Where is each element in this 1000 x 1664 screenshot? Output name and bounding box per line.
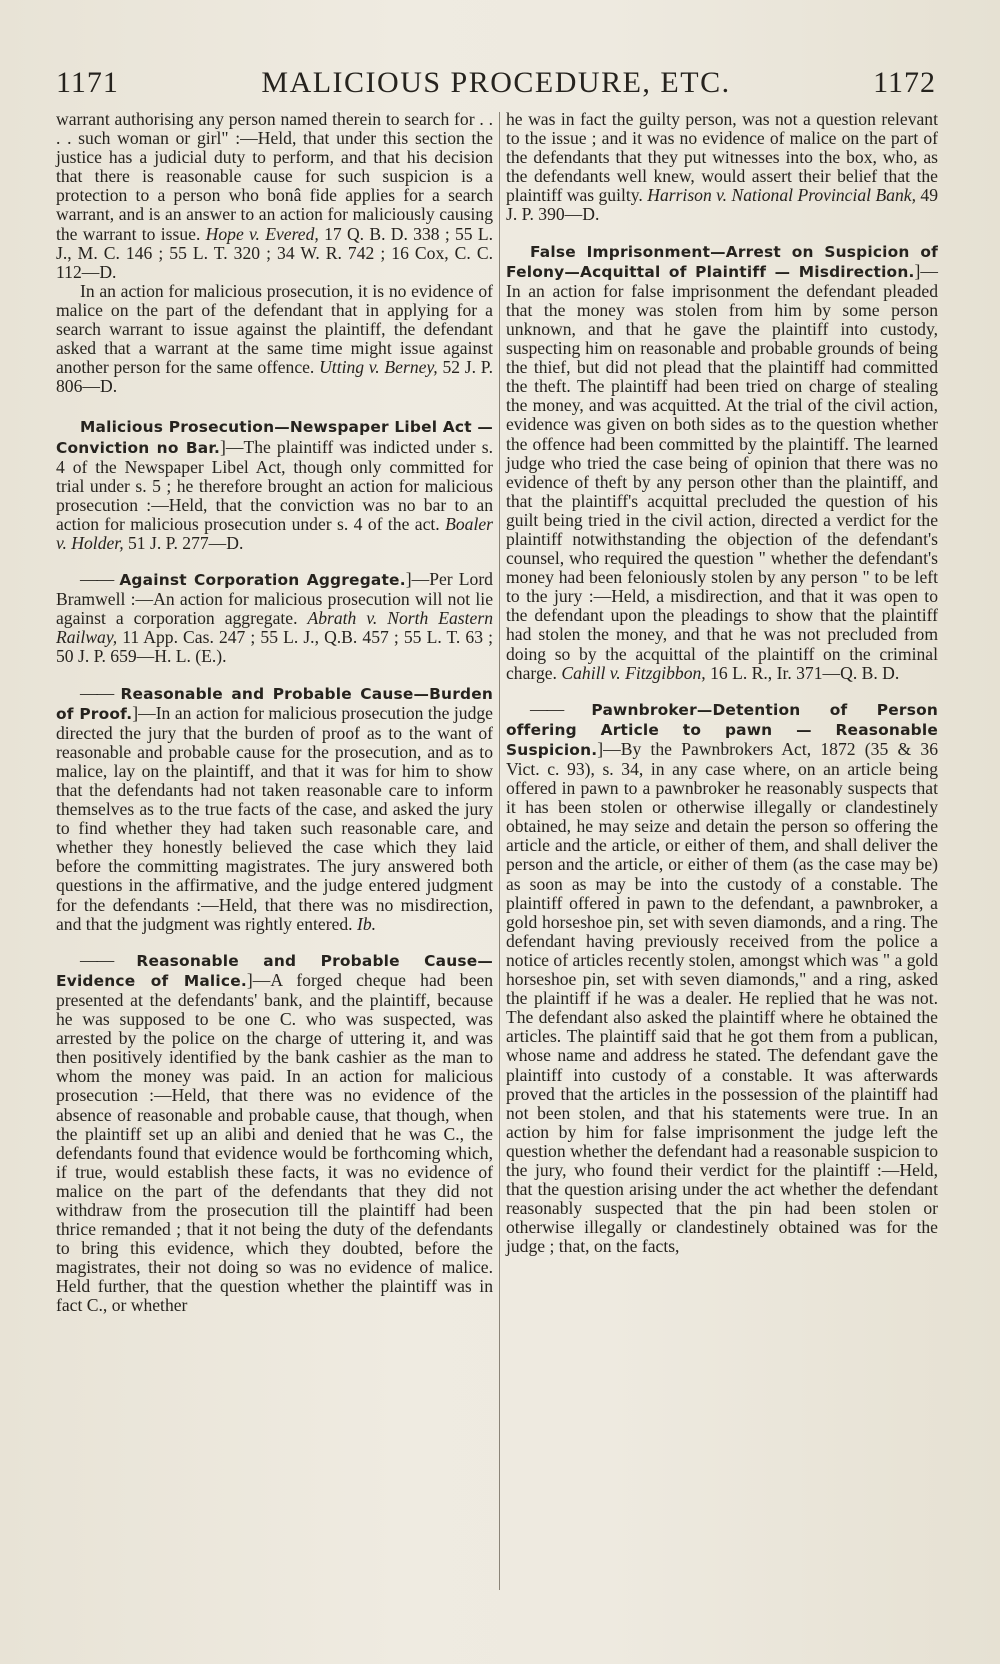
paragraph [506, 700, 938, 1257]
paragraph [56, 951, 493, 1316]
section-heading: Against Corporation Aggregate. [119, 571, 406, 590]
page-number-right: 1172 [873, 66, 936, 99]
running-title: MALICIOUS PROCEDURE, ETC. [261, 66, 731, 99]
paragraph-text: ]—The plaintiff was indicted under s. 4 of the Newspaper Libel Act, though only committed for trial under s. 5 ; he therefore brought an action for malicious prosecution :—Held, that the conviction was no bar to an action for malicious prosecution under s. 4 of the act. [56, 436, 494, 534]
citation: 51 J. P. 277—D. [128, 532, 244, 553]
section-heading: Pawnbroker—Detention of Person offering Article to pawn — Reasonable Suspicion. [506, 700, 938, 759]
paragraph-text: ]—In an action for false imprisonment the defendant pleaded that the money was stolen from him by some person unknown, and that he gave the plaintiff into custody, suspecting him on reasonable and probable grounds of being the thief, but did not plead that the plaintiff had committed the theft. The plaintiff had been tried on charge of stealing the money, and was acquitted. At the trial of the civil action, evidence was given on both sides as to the question whether the offence had been committed by the plaintiff. The learned judge who tried the case being of opinion that there was no evidence of theft by any person other than the plaintiff, and that the plaintiff's acquittal precluded the question of his guilt being tried in the civil action, directed a verdict for the plaintiff notwithstanding the objection of the defendant's counsel, who required the question " whether the defendant's money had been feloniously stolen by any person " to be left to the jury :—Held, a misdirection, and that it was open to the defendant upon the pleadings to show that the plaintiff had stolen the money, and that he was not precluded from doing so by the acquittal of the plaintiff on the criminal charge. [506, 260, 938, 683]
case-name: Harrison v. National Provincial Bank, [647, 185, 917, 206]
section-heading: False Imprisonment—Arrest on Suspicion of Felony—Acquittal of Plaintiff — Misdirection. [506, 242, 938, 281]
paragraph-text: ]—A forged cheque had been presented at the defendants' bank, and the plaintiff, because he was supposed to be one C. who was suspected, was arrested by the police on the charge of uttering it, and was then positively identified by the bank cashier as the man to whom the money was paid. In an action for malicious prosecution :—Held, that there was no evidence of the absence of reasonable and probable cause, that though, when the plaintiff set up an alibi and denied that he was C., the defendants found that evidence would be forthcoming which, if true, would establish these facts, it was no evidence of malice on the part of the defendants that they did not withdraw from the prosecution till the plaintiff had been thrice remanded ; that it not being the duty of the defendants to bring this evidence, which they doubted, before the magistrates, their not doing so was no evidence of malice. Held further, that the question whether the plaintiff was in fact C., or whether [56, 969, 493, 1316]
case-name: Utting v. Berney, [319, 357, 438, 378]
paragraph [56, 570, 493, 666]
ditto-dash: —— [80, 682, 114, 703]
paragraph-text: warrant authorising any person named therein to search for . . . . such woman or girl" :—Held, that under this section the justice has a judicial duty to perform, and that his decision that there is reasonable cause for such suspicion is a protection to a person who bonâ fide applies for a search warrant, and is an answer to an action for maliciously causing the warrant to issue. [56, 109, 493, 244]
case-name: Ib. [356, 913, 377, 934]
left-column [56, 110, 493, 1333]
paragraph-text: he was in fact the guilty person, was not a question relevant to the issue ; and it was no evidence of malice on the part of the defendants that they put witnesses into the box, who, as the defendants well knew, would assert their belief that the plaintiff was guilty. [506, 109, 938, 206]
page-number-left: 1171 [56, 66, 119, 99]
page-header [56, 62, 936, 108]
section-heading: Malicious Prosecution—Newspaper Libel Act —Conviction no Bar. [56, 418, 493, 457]
section-heading: Reasonable and Probable Cause—Burden of Proof. [56, 684, 493, 723]
citation: 17 Q. B. D. 338 ; 55 L. J., M. C. 146 ; 55 L. T. 320 ; 34 W. R. 742 ; 16 Cox, C. C. 112—D. [56, 223, 494, 282]
case-name: Hope v. Evered, [205, 223, 319, 244]
citation: 16 L. R., Ir. 371—Q. B. D. [710, 662, 900, 683]
paragraph [506, 110, 938, 225]
citation: 52 J. P. 806—D. [56, 357, 493, 397]
paragraph-text: ]—By the Pawnbrokers Act, 1872 (35 & 36 Vict. c. 93), s. 34, in any case where, on an article being offered in pawn to a pawnbroker he reasonably suspects that it has been stolen or otherwise illegally or clandestinely obtained, he may seize and detain the person so offering the article and the article, or either of them, and shall deliver the person and the article, or either of them (as the case may be) as soon as may be into the custody of a constable. The plaintiff offered in pawn to the defendant, a pawnbroker, a gold horseshoe pin, set with seven diamonds, and a ring. The defendant having previously received from the police a notice of articles recently stolen, amongst which was " a gold horseshoe pin, set with seven diamonds," and a ring, asked the plaintiff if he was a dealer. He replied that he was not. The defendant also asked the plaintiff where he obtained the articles. The plaintiff said that he got them from a publican, whose name and address he stated. The defendant gave the plaintiff into custody of a constable. It was afterwards proved that the articles in the possession of the plaintiff had not been stolen, and that his statements were true. In an action by him for false imprisonment the judge left the question whether the defendant had a reasonable suspicion to the jury, who found their verdict for the plaintiff :—Held, that the question arising under the act whether the defendant reasonably suspected that the pin had been stolen or otherwise illegally or clandestinely obtained was for the judge ; that, on the facts, [506, 738, 938, 1257]
paragraph-text: In an action for malicious prosecution, it is no evidence of malice on the part of the defendant that in applying for a search warrant to issue against the plaintiff, the defendant asked that a warrant at the same time might issue against another person for the same offence. [56, 280, 493, 378]
column-divider [499, 112, 500, 1590]
paragraph [56, 282, 493, 397]
paragraph [506, 242, 938, 683]
right-column [506, 110, 938, 1273]
citation: 49 J. P. 390—D. [506, 185, 939, 225]
case-name: Boaler v. Holder, [56, 513, 493, 553]
paragraph-text: ]—In an action for malicious prosecution the judge directed the jury that the burden of proof as to the want of reasonable and probable cause for the prosecution, and as to malice, lay on the plaintiff, and that it was for him to show that the defendants had not taken reasonable care to inform themselves as to the true facts of the case, and asked the jury to find whether they had taken such reasonable care, and whether they honestly believed the case which they laid before the committing magistrates. The jury answered both questions in the affirmative, and the judge entered judgment for the defendants :—Held, that there was no misdirection, and that the judgment was rightly entered. [56, 702, 493, 934]
case-name: Cahill v. Fitzgibbon, [561, 662, 706, 683]
paragraph [56, 417, 493, 553]
citation: 11 App. Cas. 247 ; 55 L. J., Q.B. 457 ; 55 L. T. 63 ; 50 J. P. 659—H. L. (E.). [56, 627, 494, 667]
case-name: Abrath v. North Eastern Railway, [56, 608, 493, 648]
ditto-dash: —— [80, 949, 114, 970]
paragraph [56, 110, 493, 282]
paragraph [56, 684, 493, 934]
ditto-dash: —— [530, 698, 564, 719]
paragraph-text: ]—Per Lord Bramwell :—An action for malicious prosecution will not lie against a corporation aggregate. [56, 569, 493, 629]
ditto-dash: —— [80, 569, 114, 590]
section-heading: Reasonable and Probable Cause—Evidence of Malice. [56, 951, 493, 990]
